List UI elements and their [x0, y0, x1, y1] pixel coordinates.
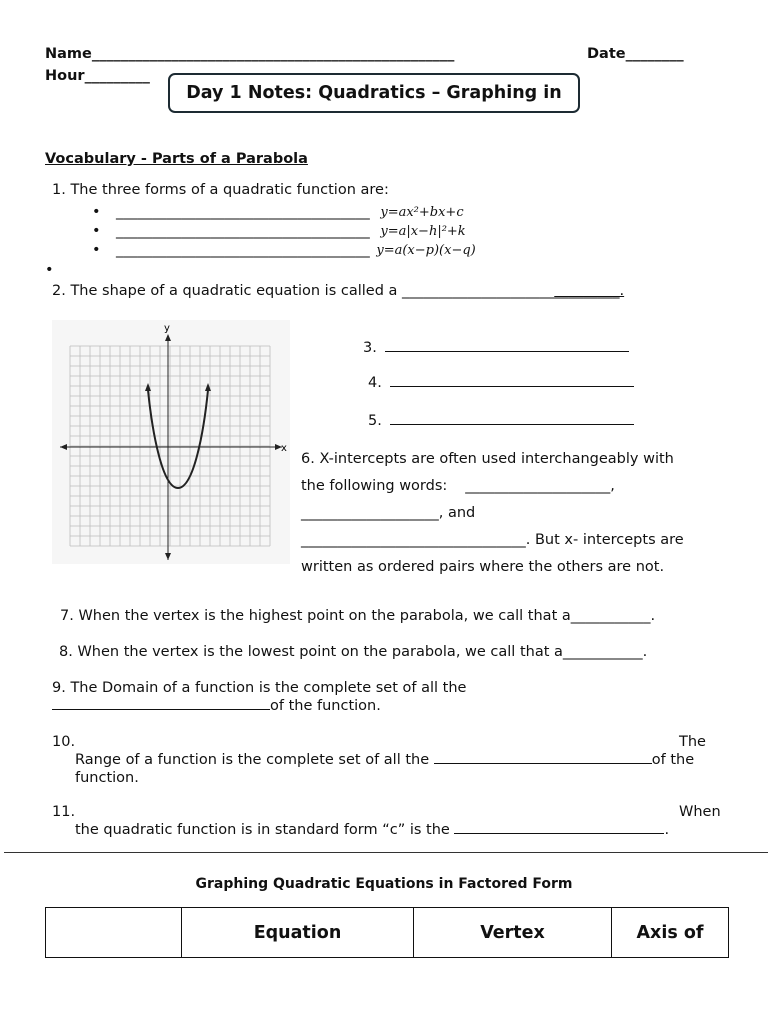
- question-10-the: The: [679, 734, 706, 750]
- question-2-tail: _________.: [554, 283, 625, 299]
- question-6-text: the following words:: [301, 478, 448, 494]
- x-axis-label: x: [281, 443, 287, 454]
- section-divider: [4, 852, 768, 853]
- question-6-line-1: 6. X-intercepts are often used interchangeably with: [301, 451, 674, 467]
- graph-grid: [70, 346, 270, 546]
- form-equation: y=a|x−h|²+k: [380, 224, 466, 239]
- answer-blank-5[interactable]: [390, 424, 634, 425]
- question-3-number: 3.: [363, 340, 377, 356]
- date-field[interactable]: [587, 46, 684, 62]
- question-10-line-2: [75, 752, 694, 768]
- table-header-cell: [46, 908, 182, 958]
- y-axis-label: y: [164, 323, 170, 334]
- question-2: [52, 283, 624, 299]
- question-4-number: 4.: [368, 375, 382, 391]
- question-1: 1. The three forms of a quadratic function are:: [52, 182, 389, 198]
- question-3: [363, 340, 629, 356]
- question-6-line-2: [301, 478, 615, 494]
- name-field[interactable]: [45, 46, 454, 62]
- table-header-equation: Equation: [182, 908, 414, 958]
- question-10-tail: of the: [651, 752, 695, 768]
- question-9-line-2: [52, 698, 381, 714]
- hour-label: Hour: [45, 68, 85, 84]
- form-item-standard: [116, 204, 464, 220]
- parabola-graph: [52, 320, 290, 564]
- hour-line: _________: [84, 68, 150, 84]
- question-10-line-3: function.: [75, 770, 139, 786]
- answer-blank-9[interactable]: [52, 709, 270, 710]
- question-2-blank: _____________________: [402, 283, 555, 299]
- question-6-line-5: written as ordered pairs where the others are not.: [301, 559, 665, 575]
- table-header-vertex: Vertex: [414, 908, 612, 958]
- question-6-line-4: _______________________________. But x- intercepts are: [301, 532, 684, 548]
- question-11-text: the quadratic function is in standard form “c” is the: [75, 822, 455, 838]
- question-9-line-1: 9. The Domain of a function is the complete set of all the: [52, 680, 467, 696]
- question-6-line-3: ___________________, and: [301, 505, 476, 521]
- question-8: 8. When the vertex is the lowest point on the parabola, we call that a___________.: [59, 644, 648, 660]
- hour-field[interactable]: [45, 68, 150, 84]
- form-item-factored: [116, 242, 476, 258]
- question-11-tail: .: [664, 822, 670, 838]
- question-9-tail: of the function.: [270, 698, 381, 714]
- question-6-blank-1: ____________________,: [465, 478, 615, 494]
- form-item-vertex: [116, 223, 466, 239]
- question-11-number: 11.: [52, 804, 76, 820]
- page-title: Day 1 Notes: Quadratics – Graphing in: [168, 73, 580, 113]
- question-5-number: 5.: [368, 413, 382, 429]
- question-2-text: 2. The shape of a quadratic equation is called a: [52, 283, 403, 299]
- question-11-line-2: [75, 822, 669, 838]
- answer-blank-4[interactable]: [390, 386, 634, 387]
- form-blank: ___________________________________: [116, 204, 370, 220]
- name-label: Name: [45, 46, 92, 62]
- question-11-when: When: [679, 804, 721, 820]
- answer-blank-3[interactable]: [385, 351, 629, 352]
- date-line: ________: [625, 46, 684, 62]
- date-label: Date: [587, 46, 626, 62]
- graph-background: [52, 320, 290, 564]
- answer-blank-11[interactable]: [454, 833, 664, 834]
- question-5: [368, 413, 634, 429]
- form-blank: ___________________________________: [116, 223, 370, 239]
- form-equation: y=a(x−p)(x−q): [376, 243, 476, 258]
- question-10-text: Range of a function is the complete set of all the: [75, 752, 434, 768]
- question-4: [368, 375, 634, 391]
- vocab-heading: Vocabulary - Parts of a Parabola: [45, 151, 308, 167]
- answer-blank-10[interactable]: [434, 763, 652, 764]
- table-header-row: [46, 908, 729, 958]
- question-10-number: 10.: [52, 734, 76, 750]
- question-7: 7. When the vertex is the highest point on the parabola, we call that a___________.: [60, 608, 656, 624]
- section-2-heading: Graphing Quadratic Equations in Factored Form: [195, 876, 573, 892]
- table-header-axis: Axis of: [612, 908, 729, 958]
- graphing-table: [45, 907, 729, 958]
- form-blank: ___________________________________: [116, 242, 370, 258]
- empty-bullet: •: [45, 262, 54, 278]
- name-line: __________________________________________________: [91, 46, 455, 62]
- form-equation: y=ax²+bx+c: [380, 205, 464, 220]
